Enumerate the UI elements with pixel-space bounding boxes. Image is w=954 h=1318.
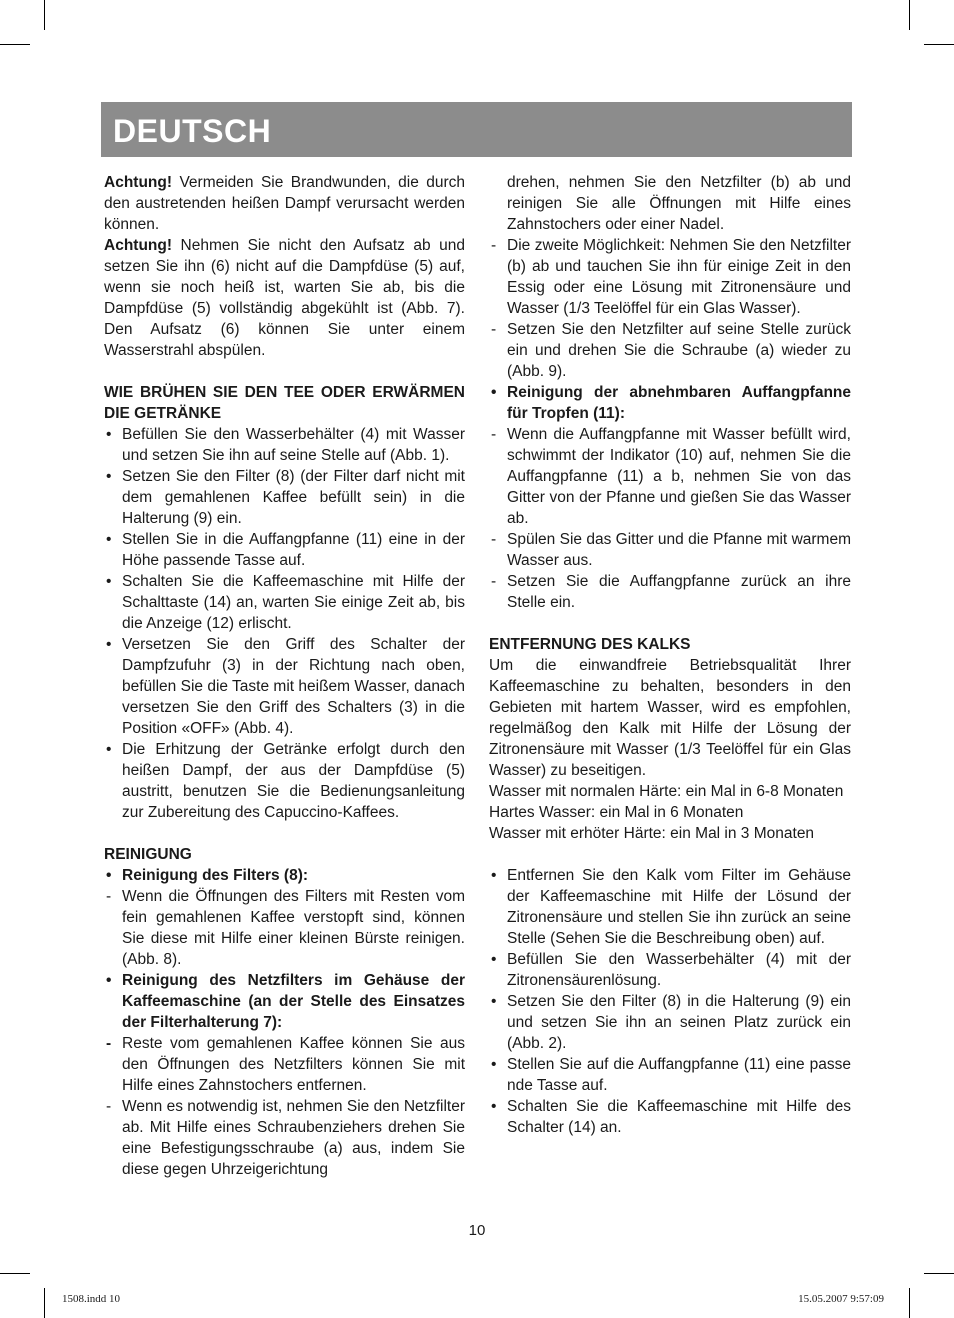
warning-lead: Achtung! [104,174,173,191]
subsection-heading: • Reinigung des Netzfilters im Gehäuse der Kaffeemaschine (an der Stelle des Einsatzes der Filterhalterung 7): [106,972,465,1031]
slug-file: 1508.indd 10 [62,1293,121,1305]
list-item: - Reste vom gemahlenen Kaffee können Sie aus den Öffnungen des Netzfilters können Sie mit Hilfe eines Zahnstochers entfernen. [106,1035,465,1094]
paragraph: Um die einwandfreie Betriebsqualität Ihrer Kaffeemaschine zu behalten, besonders in den Gebieten mit hartem Wasser, wird es empfohlen, regelmäßog den Kalk mit Hilfe der Lösung der Zitronensäure mit Wasser (1/3 Teelöffel für ein Glas Wasser) zu beseitigen. [489,657,851,779]
warning-text: Nehmen Sie nicht den Aufsatz ab und setzen Sie ihn (6) nicht auf die Dampfdüse (5) auf, wenn sie noch heiß ist, warten Sie ab, bis die Dampfdüse (5) vollständig abgekühlt ist (Abb. 7). Den Aufsatz (6) können Sie unter einem Wasserstrahl abspülen. [104,237,465,359]
page-title: DEUTSCH [113,113,272,149]
list-item: • Versetzen Sie den Griff des Schalter der Dampfzufuhr (3) in der Richtung nach oben, befüllen Sie die Taste mit heißem Wasser, danach versetzen Sie den Griff des Schalters (3) in die Position «OFF» (Abb. 4). [106,636,465,737]
list-item: - Setzen Sie die Auffangpfanne zurück an ihre Stelle ein. [491,573,851,611]
hardness-line: Hartes Wasser: ein Mal in 6 Monaten [489,804,744,821]
crop-mark [44,0,45,30]
list-item: - Spülen Sie das Gitter und die Pfanne mit warmem Wasser aus. [491,531,851,569]
hardness-line: Wasser mit erhöter Härte: ein Mal in 3 Monaten [489,825,815,842]
list-item: • Schalten Sie die Kaffeemaschine mit Hilfe der Schalttaste (14) an, warten Sie einige Zeit ab, bis die Anzeige (12) erlischt. [106,573,465,632]
subsection-heading: • Reinigung der abnehmbaren Auffangpfanne für Tropfen (11): [491,384,851,422]
crop-mark [924,44,954,45]
hardness-line: Wasser mit normalen Härte: ein Mal in 6-8 Monaten [489,783,844,800]
list-item: • Schalten Sie die Kaffeemaschine mit Hilfe des Schalter (14) an. [491,1098,851,1136]
warning-paragraph [104,235,465,361]
crop-mark [0,1273,30,1274]
page-number: 10 [468,1222,486,1239]
crop-mark [909,0,910,30]
list-item: - Wenn die Öffnungen des Filters mit Resten vom fein gemahlenen Kaffee verstopft sind, können Sie diese mit Hilfe einer kleinen Bürste reinigen. (Abb. 8). [106,888,465,968]
list-item: • Stellen Sie auf die Auffangpfanne (11) eine passe nde Tasse auf. [491,1056,851,1094]
list-item: • Setzen Sie den Filter (8) in die Halterung (9) ein und setzen Sie ihn an seinen Platz zurück ein (Abb. 2). [491,993,851,1052]
warning-lead: Achtung! [104,237,173,254]
list-item: - Wenn es notwendig ist, nehmen Sie den Netzfilter ab. Mit Hilfe eines Schraubenziehers drehen Sie eine Befestigungsschraube (a) aus, indem Sie diese gegen Uhrzeigerichtung [106,1098,465,1178]
warning-text: Vermeiden Sie Brandwunden, die durch den austretenden heißen Dampf verursacht werden können. [104,174,465,233]
list-item-continued: drehen, nehmen Sie den Netzfilter (b) ab und reinigen Sie alle Öffnungen mit Hilfe eines Zahnstochers oder einer Nadel. [507,174,851,233]
warning-paragraph [104,172,465,235]
right-column [489,172,851,1138]
list-item: • Entfernen Sie den Kalk vom Filter im Gehäuse der Kaffeemaschine mit Hilfe der Lösund der Zitronensäure und stellen Sie ihn zurück an seine Stelle (Sehen Sie die Beschreibung oben) auf. [491,867,851,947]
list-item: - Wenn die Auffangpfanne mit Wasser befüllt wird, schwimmt der Indikator (10) auf, nehmen Sie die Auffangpfanne (11) a b, nehmen Sie von das Gitter von der Pfanne und gießen Sie das Wasser ab. [491,426,851,527]
list-item: - Die zweite Möglichkeit: Nehmen Sie den Netzfilter (b) ab und tauchen Sie ihn für einige Zeit in den Essig oder eine Lösung mit Zitronensäure und Wasser (1/3 Teelöffel für ein Glas Wasser). [491,237,851,317]
list-item: - Setzen Sie den Netzfilter auf seine Stelle zurück ein und drehen Sie die Schraube (a) wieder zu (Abb. 9). [491,321,851,380]
slug-date: 15.05.2007 9:57:09 [798,1293,884,1305]
list-item: • Stellen Sie in die Auffangpfanne (11) eine in der Höhe passende Tasse auf. [106,531,465,569]
crop-mark [44,1288,45,1318]
crop-mark [924,1273,954,1274]
section-heading: WIE BRÜHEN SIE DEN TEE ODER ERWÄRMEN DIE GETRÄNKE [104,384,465,422]
left-column [104,172,465,1180]
section-heading: REINIGUNG [104,846,192,863]
crop-mark [909,1288,910,1318]
list-item: • Die Erhitzung der Getränke erfolgt durch den heißen Dampf, der aus der Dampfdüse (5) austritt, benutzen Sie die Bedienungsanleitung zur Zubereitung des Capuccino-Kaffees. [106,741,465,821]
crop-mark [0,44,30,45]
language-banner [101,102,852,157]
list-item: • Befüllen Sie den Wasserbehälter (4) mit Wasser und setzen Sie ihn auf seine Stelle auf (Abb. 1). [106,426,465,464]
subsection-heading: • Reinigung des Filters (8): [106,867,309,884]
section-heading: ENTFERNUNG DES KALKS [489,636,691,653]
list-item: • Setzen Sie den Filter (8) (der Filter darf nicht mit dem gemahlenen Kaffee befüllt sein) in die Halterung (9) ein. [106,468,465,527]
list-item: • Befüllen Sie den Wasserbehälter (4) mit der Zitronensäurenlösung. [491,951,851,989]
